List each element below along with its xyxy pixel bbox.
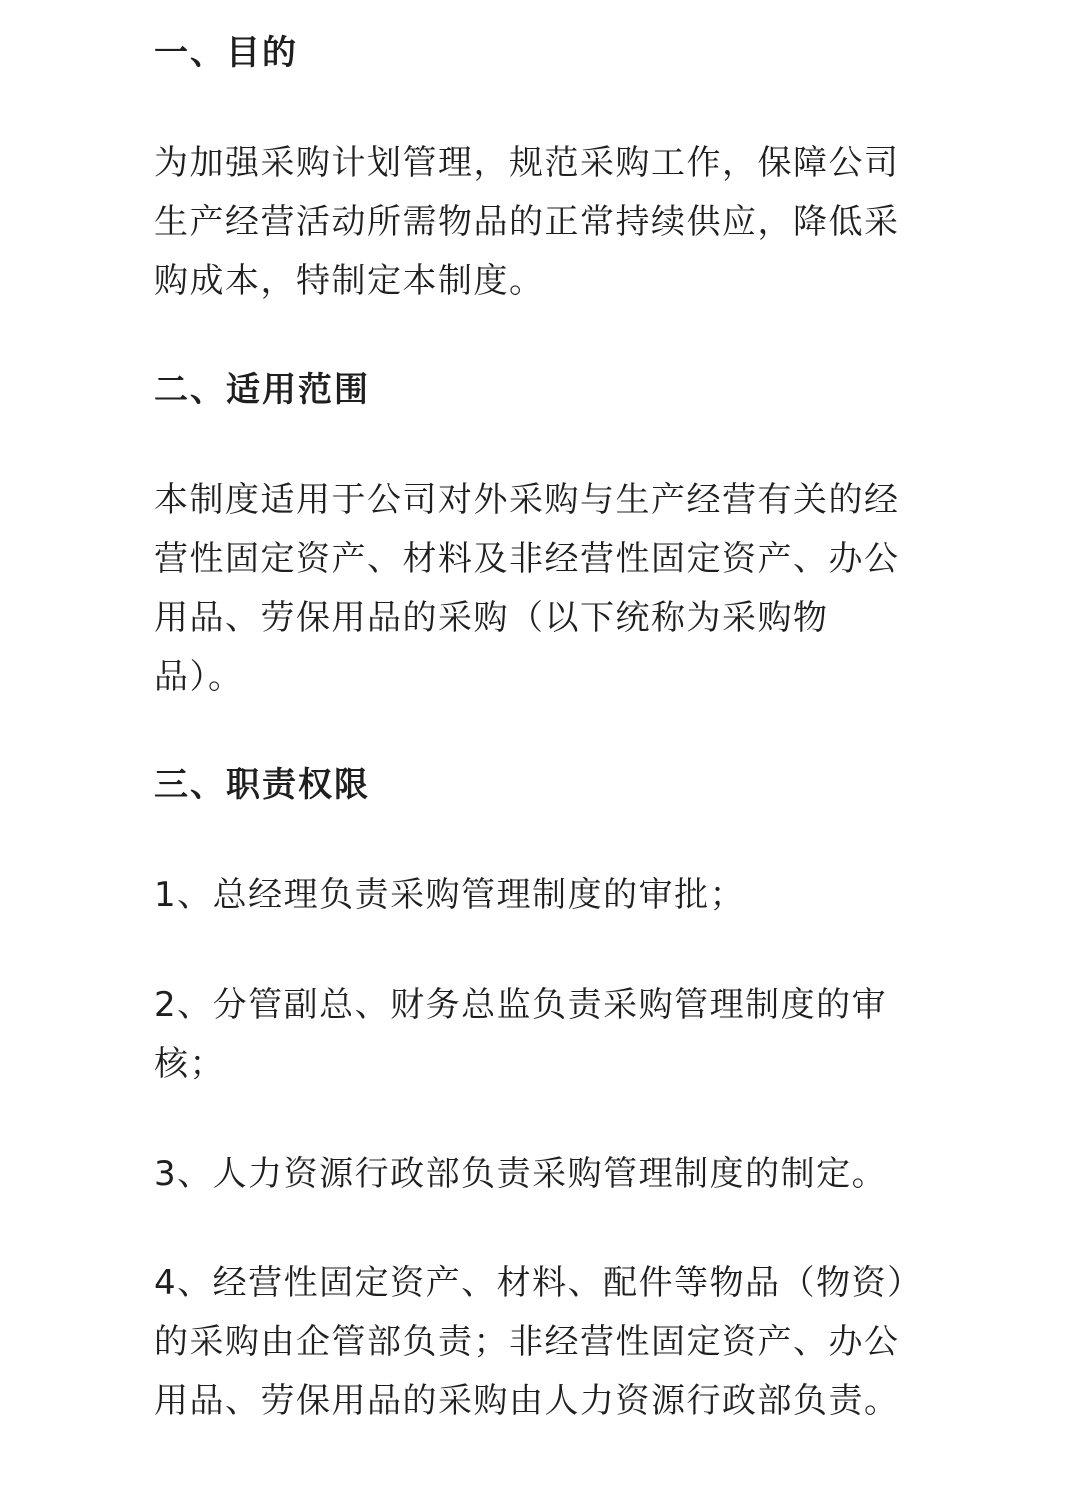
scope-text-line-1: 本制度适用于公司对外采购与生产经营有关的经 [154,480,900,520]
purpose-text-line-2: 生产经营活动所需物品的正常持续供应，降低采 [154,202,900,242]
responsibility-item-4-line-3: 用品、劳保用品的采购由人力资源行政部负责。 [154,1381,900,1421]
responsibility-item-4-line-1: 4、经营性固定资产、材料、配件等物品（物资） [154,1263,923,1303]
responsibility-item-2-line-1: 2、分管副总、财务总监负责采购管理制度的审 [154,985,888,1025]
responsibility-item-1: 1、总经理负责采购管理制度的审批； [154,875,746,915]
section-heading-scope: 二、适用范围 [154,370,370,410]
scope-text-line-3: 用品、劳保用品的采购（以下统称为采购物 [154,598,829,638]
purpose-text-line-1: 为加强采购计划管理，规范采购工作，保障公司 [154,143,900,183]
scope-text-line-2: 营性固定资产、材料及非经营性固定资产、办公 [154,539,900,579]
purpose-text-line-3: 购成本，特制定本制度。 [154,261,545,301]
responsibility-item-4-line-2: 的采购由企管部负责；非经营性固定资产、办公 [154,1322,900,1362]
section-heading-purpose: 一、目的 [154,33,298,73]
section-heading-responsibilities: 三、职责权限 [154,765,370,805]
responsibility-item-2-line-2: 核； [154,1044,225,1084]
scope-text-line-4: 品）。 [154,657,244,697]
responsibility-item-3: 3、人力资源行政部负责采购管理制度的制定。 [154,1154,888,1194]
